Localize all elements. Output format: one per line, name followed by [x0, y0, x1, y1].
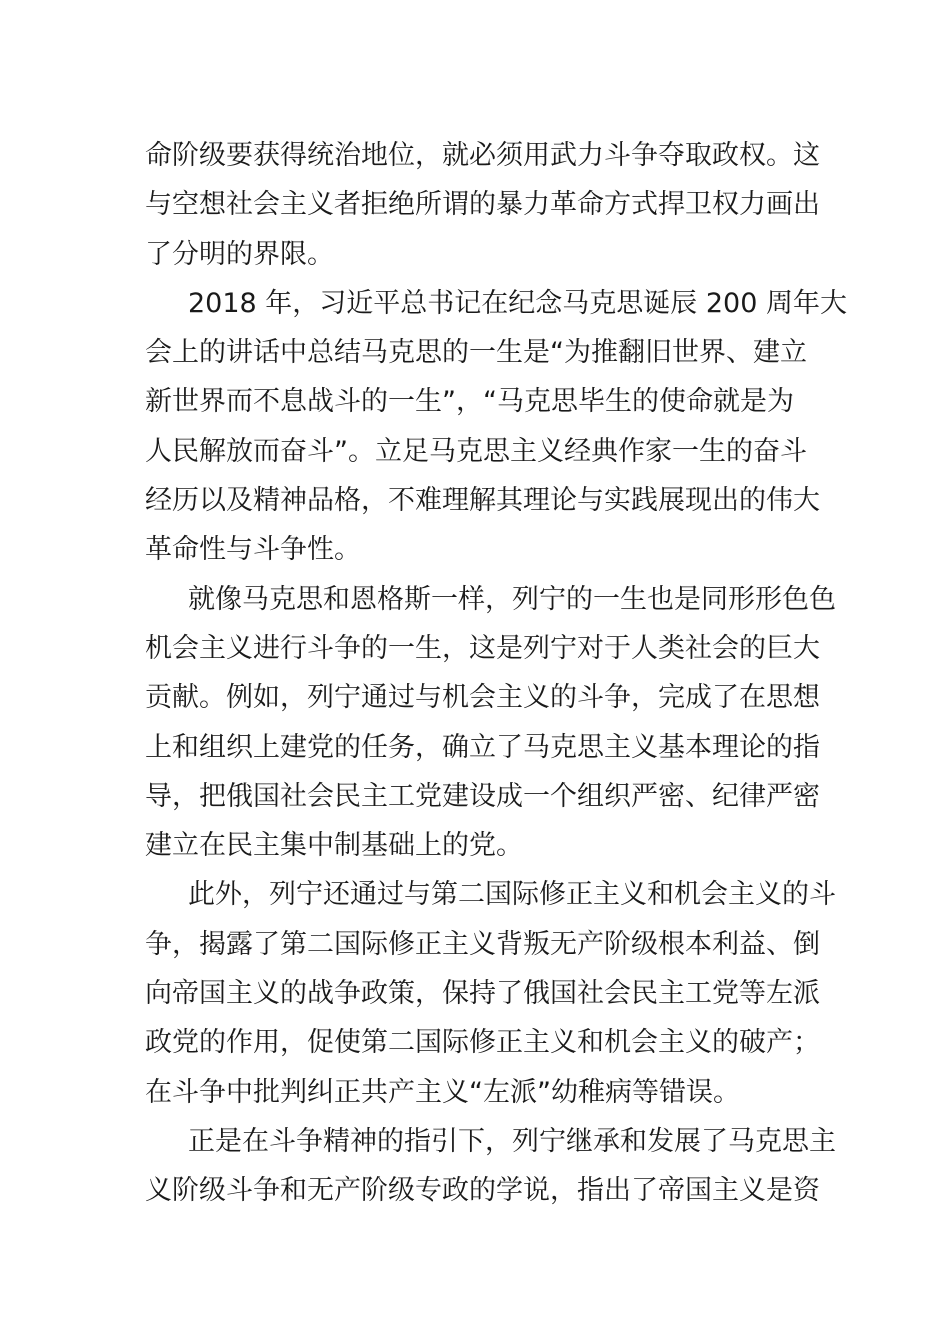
- text-line: 经历以及精神品格，不难理解其理论与实践展现出的伟大: [145, 485, 820, 517]
- body-text: [145, 131, 847, 1216]
- text-line: 会上的讲话中总结马克思的一生是“为推翻旧世界、建立: [145, 337, 807, 369]
- text-line: 建立在民主集中制基础上的党。: [145, 830, 523, 862]
- paragraph-first-line: 就像马克思和恩格斯一样，列宁的一生也是同形形色色: [188, 583, 836, 615]
- paragraph-first-line: 2018 年，习近平总书记在纪念马克思诞辰 200 周年大: [188, 287, 847, 319]
- text-line: 在斗争中批判纠正共产主义“左派”幼稚病等错误。: [145, 1076, 740, 1108]
- text-line: 机会主义进行斗争的一生，这是列宁对于人类社会的巨大: [145, 632, 820, 664]
- text-line: 命阶级要获得统治地位，就必须用武力斗争夺取政权。这: [145, 140, 820, 171]
- text-line: 人民解放而奋斗”。立足马克思主义经典作家一生的奋斗: [145, 435, 807, 467]
- text-line: 了分明的界限。: [145, 238, 334, 270]
- text-line: 与空想社会主义者拒绝所谓的暴力革命方式捍卫权力画出: [145, 189, 820, 221]
- text-line: 政党的作用，促使第二国际修正主义和机会主义的破产；: [145, 1027, 820, 1059]
- text-line: 导，把俄国社会民主工党建设成一个组织严密、纪律严密: [145, 780, 820, 812]
- text-line: 义阶级斗争和无产阶级专政的学说，指出了帝国主义是资: [145, 1175, 820, 1207]
- text-line: 争，揭露了第二国际修正主义背叛无产阶级根本利益、倒: [145, 928, 820, 960]
- text-line: 新世界而不息战斗的一生”，“马克思毕生的使命就是为: [145, 386, 794, 418]
- text-line: 贡献。例如，列宁通过与机会主义的斗争，完成了在思想: [145, 682, 820, 714]
- text-line: 上和组织上建党的任务，确立了马克思主义基本理论的指: [145, 731, 820, 763]
- paragraph-first-line: 正是在斗争精神的指引下，列宁继承和发展了马克思主: [188, 1125, 836, 1157]
- text-line: 革命性与斗争性。: [145, 534, 361, 566]
- text-line: 向帝国主义的战争政策，保持了俄国社会民主工党等左派: [145, 978, 820, 1010]
- paragraph-first-line: 此外，列宁还通过与第二国际修正主义和机会主义的斗: [188, 879, 836, 911]
